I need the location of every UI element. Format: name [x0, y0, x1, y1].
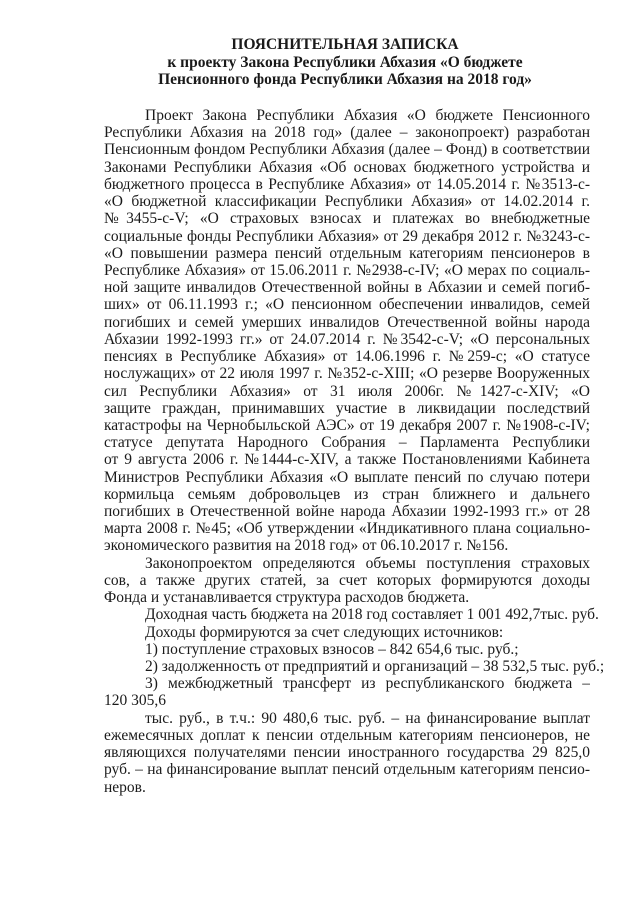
- text-line: Законами Республики Абхазия «Об основах бюджетного устройства и: [104, 158, 590, 176]
- text-line: Пенсионным фондом Республики Абхазия (далее – Фонд) в соответствии: [104, 141, 590, 159]
- text-line: являющихся получателями пенсии иностранного государства 29 825,0: [104, 744, 590, 762]
- text-line: руб. – на финансирование выплат пенсий отдельным категориям пенсио-: [104, 761, 590, 779]
- document-title: [100, 36, 590, 89]
- text-line: ежемесячных доплат к пенсии отдельным категориям пенсионеров, не: [104, 726, 590, 744]
- text-line: Проект Закона Республики Абхазия «О бюджете Пенсионного: [145, 107, 590, 124]
- text-line: катастрофы на Чернобыльской АЭС» от 19 декабря 2007 г. №1908-с-IV;: [104, 416, 590, 434]
- text-line: 1) поступление страховых взносов – 842 654,6 тыс. руб.;: [145, 640, 519, 658]
- text-line: Законопроектом определяются объемы поступления страховых: [145, 554, 590, 572]
- text-line: погибших в Отечественной войне народа Абхазии 1992-1993 гг.» от 28: [104, 503, 590, 521]
- text-line: «О бюджетной классификации Республики Абхазия» от 14.02.2014 г.: [104, 193, 590, 211]
- text-line: Республике Абхазия» от 15.06.2011 г. №2938-с-IV; «О мерах по социаль-: [104, 261, 590, 279]
- text-line: Министров Республики Абхазия «О выплате пенсий по случаю потери: [104, 468, 590, 486]
- title-subheading-2: Пенсионного фонда Республики Абхазия на 2018 год»: [158, 71, 532, 88]
- text-line: нослужащих» от 22 июля 1997 г. №352-с-XIII; «О резерве Вооруженных: [104, 365, 590, 383]
- text-line: сил Республики Абхазия» от 31 июля 2006г. №1427-с-XIV; «О: [104, 382, 590, 400]
- text-line: неров.: [104, 778, 146, 796]
- text-line: статусе депутата Народного Собрания – Парламента Республики: [104, 434, 590, 452]
- text-line: 2) задолженность от предприятий и организаций – 38 532,5 тыс. руб.;: [145, 658, 605, 675]
- text-line: 3) межбюджетный трансферт из республиканского бюджета –: [145, 675, 590, 693]
- text-line: сов, а также других статей, за счет которых формируются доходы: [104, 571, 590, 589]
- text-line: «О повышении размера пенсий отдельным категориям пенсионеров в: [104, 244, 590, 262]
- text-line: Фонда и устанавливается структура расходов бюджета.: [104, 589, 470, 607]
- text-line: Абхазии 1992-1993 гг.» от 24.07.2014 г. №3542-с-V; «О персональных: [104, 330, 590, 348]
- document-body: [104, 107, 605, 796]
- text-line: пенсиях в Республике Абхазия» от 14.06.1996 г. №259-с; «О статусе: [104, 348, 590, 366]
- text-line: Доходная часть бюджета на 2018 год составляет 1 001 492,7тыс. руб.: [145, 606, 599, 624]
- text-line: экономического развития на 2018 год» от 06.10.2017 г. №156.: [104, 537, 509, 555]
- text-line: кормильца семьям добровольцев из стран ближнего и дальнего: [104, 485, 590, 503]
- title-subheading-1: к проекту Закона Республики Абхазия «О бюджете: [167, 53, 523, 71]
- text-line: Республики Абхазия на 2018 год» (далее – законопроект) разработан: [104, 124, 590, 142]
- text-line: тыс. руб., в т.ч.: 90 480,6 тыс. руб. – на финансирование выплат: [145, 709, 590, 727]
- text-line: защите граждан, принимавших участие в ликвидации последствий: [104, 399, 590, 417]
- text-line: ной защите инвалидов Отечественной войны в Абхазии и семей погиб-: [104, 279, 590, 297]
- text-line: марта 2008 г. №45; «Об утверждении «Индикативного плана социально-: [104, 520, 590, 538]
- text-line: Доходы формируются за счет следующих источников:: [145, 623, 504, 641]
- text-line: погибших и семей умерших инвалидов Отечественной войны народа: [104, 313, 590, 331]
- text-line: ших» от 06.11.1993 г.; «О пенсионном обеспечении инвалидов, семей: [104, 296, 590, 314]
- text-line: от 9 августа 2006 г. №1444-с-XIV, а также Постановлениями Кабинета: [104, 451, 590, 469]
- text-line: 120 305,6: [104, 692, 166, 710]
- text-line: социальные фонды Республики Абхазия» от 29 декабря 2012 г. №3243-с-: [104, 227, 590, 245]
- text-line: бюджетного процесса в Республике Абхазия» от 14.05.2014 г. №3513-с-: [104, 175, 590, 193]
- text-line: №3455-с-V; «О страховых взносах и платежах во внебюджетные: [104, 210, 590, 228]
- title-heading: ПОЯСНИТЕЛЬНАЯ ЗАПИСКА: [231, 36, 459, 53]
